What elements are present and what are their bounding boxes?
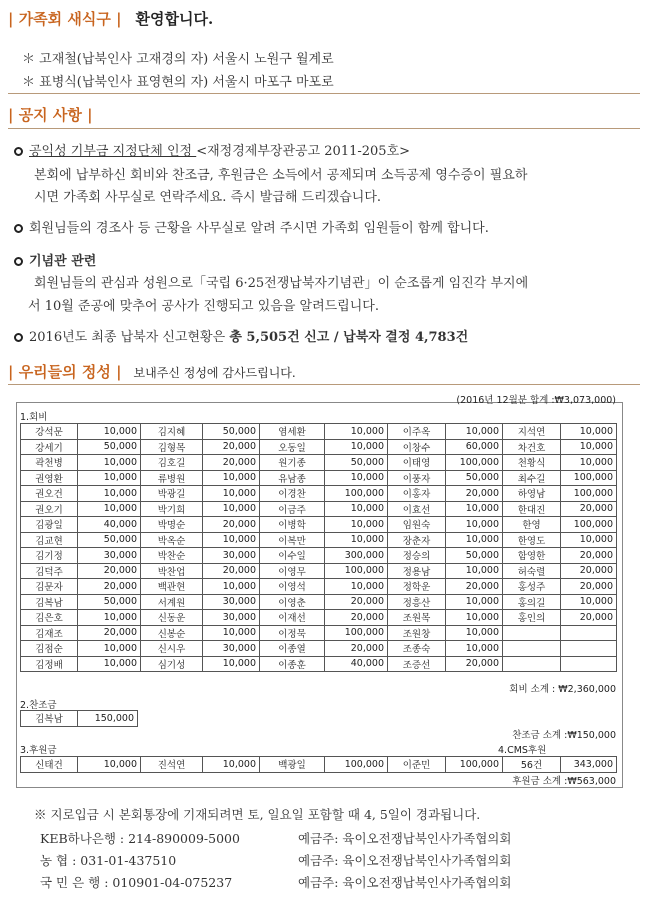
donor-name: 심기성 [141,656,203,672]
donation-amount [561,656,617,672]
donor-name: 김형목 [141,439,203,455]
donation-amount: 40,000 [325,656,388,672]
donation-amount: 10,000 [446,517,503,533]
notice-title: 공지 사항 [18,106,82,124]
donor-name: 백관현 [141,579,203,595]
notice-item-4-count: 총 5,505건 신고 / 납북자 결정 4,783건 [229,330,469,345]
donor-name: 신동운 [141,610,203,626]
donation-amount: 20,000 [203,517,260,533]
donor-name: 원기종 [260,455,325,471]
donation-amount: 20,000 [561,579,617,595]
donations-title: 우리들의 정성 [18,363,111,381]
donation-amount: 10,000 [446,610,503,626]
donor-name: 56건 [503,757,561,773]
donor-name: 이홍자 [388,486,446,502]
donor-name: 김광일 [21,517,78,533]
donor-name: 이병학 [260,517,325,533]
donor-name: 신봉순 [141,625,203,641]
donation-amount: 20,000 [446,486,503,502]
table-row [21,625,617,641]
donor-name [503,656,561,672]
table-row [21,610,617,626]
donation-amount: 10,000 [78,470,141,486]
donor-name: 이재선 [260,610,325,626]
donor-name: 정용남 [388,563,446,579]
notice-section-title [8,104,93,125]
donation-amount: 20,000 [561,610,617,626]
table-row [21,486,617,502]
donation-amount: 10,000 [203,757,260,773]
donation-amount: 10,000 [561,455,617,471]
sponsorship-subtotal: 찬조금 소계 :₩150,000 [512,730,616,741]
donation-amount: 50,000 [446,548,503,564]
divider [8,384,640,385]
account-1-holder: 예금주: 육이오전쟁납북인사가족협의회 [298,831,512,846]
donation-amount: 20,000 [203,455,260,471]
donor-name: 박찬순 [141,548,203,564]
donor-name: 장춘자 [388,532,446,548]
donor-name: 이종훈 [260,656,325,672]
donor-name: 정승의 [388,548,446,564]
table-row [21,563,617,579]
donor-name: 이창수 [388,439,446,455]
donor-name: 박옥순 [141,532,203,548]
donor-name: 김복남 [21,594,78,610]
donor-name: 천황식 [503,455,561,471]
membership-label: 1.회비 [20,412,48,423]
donor-name: 이효선 [388,501,446,517]
donation-amount: 100,000 [561,470,617,486]
donor-name: 박기희 [141,501,203,517]
section-bar-icon: | [8,10,19,28]
donor-name: 박찬업 [141,563,203,579]
section-bar-icon: | [81,106,93,124]
table-row [21,439,617,455]
donor-name: 임원숙 [388,517,446,533]
donation-amount: 20,000 [561,548,617,564]
donation-amount: 50,000 [446,470,503,486]
donation-amount: 50,000 [203,424,260,440]
welcome-section-title [8,8,213,29]
donation-amount: 10,000 [203,470,260,486]
donor-name: 이태영 [388,455,446,471]
donation-amount: 10,000 [446,641,503,657]
donor-name: 김덕주 [21,563,78,579]
donation-amount: 40,000 [78,517,141,533]
donation-amount: 100,000 [325,563,388,579]
donation-amount: 343,000 [561,757,617,773]
sponsor-name: 김복남 [21,711,78,727]
donation-amount: 10,000 [446,594,503,610]
donor-name: 이복만 [260,532,325,548]
donation-amount: 10,000 [446,501,503,517]
notice-item-2 [14,217,489,236]
donation-amount: 100,000 [561,486,617,502]
donation-amount: 10,000 [78,757,141,773]
donations-subtitle: 보내주신 정성에 감사드립니다. [133,366,296,380]
donor-name: 백광일 [260,757,325,773]
donation-amount: 20,000 [561,563,617,579]
donor-name: 김은호 [21,610,78,626]
donation-amount: 30,000 [78,548,141,564]
donation-amount [561,641,617,657]
donation-amount: 50,000 [78,532,141,548]
support-table [20,756,617,773]
donation-amount: 100,000 [325,757,388,773]
donation-amount: 10,000 [325,501,388,517]
donor-name: 이영무 [260,563,325,579]
donor-name: 오동일 [260,439,325,455]
donation-amount: 10,000 [78,641,141,657]
donor-name: 김지혜 [141,424,203,440]
donation-amount: 10,000 [78,455,141,471]
new-member-2: ＊ 표병식(납북인사 표영현의 자) 서울시 마포구 마포로 [22,75,334,90]
donor-name: 최수길 [503,470,561,486]
notice-item-4 [14,326,468,345]
donor-name: 김정배 [21,656,78,672]
donation-amount: 10,000 [78,424,141,440]
donation-amount: 100,000 [561,517,617,533]
donation-amount: 20,000 [78,579,141,595]
divider [8,93,640,94]
donor-name: 김재조 [21,625,78,641]
donation-amount: 10,000 [78,656,141,672]
divider [8,128,640,129]
table-row [21,532,617,548]
table-row [21,757,617,773]
donor-name: 이영춘 [260,594,325,610]
donation-amount: 20,000 [203,563,260,579]
donation-amount: 10,000 [325,532,388,548]
donation-amount: 10,000 [203,532,260,548]
donor-name: 홍성주 [503,579,561,595]
account-2-bank: 농 협 : 031-01-437510 [40,853,177,868]
donation-amount: 10,000 [325,517,388,533]
donor-name: 이풍자 [388,470,446,486]
table-row [21,656,617,672]
donation-amount: 20,000 [325,594,388,610]
notice-item-3-body-1: 회원님들의 관심과 성원으로「국립 6·25전쟁납북자기념관」이 순조롭게 임진각 부지에 [34,276,529,291]
donor-name: 홍의길 [503,594,561,610]
donation-amount: 10,000 [203,656,260,672]
donation-amount: 10,000 [203,625,260,641]
donation-amount: 50,000 [325,455,388,471]
donor-name: 서계원 [141,594,203,610]
circle-bullet-icon [14,224,23,233]
donation-amount: 10,000 [325,579,388,595]
donation-amount: 20,000 [203,439,260,455]
donation-amount: 100,000 [446,757,503,773]
notice-item-1-body-1: 본회에 납부하신 회비와 찬조금, 후원금은 소득에서 공제되며 소득공제 영수증이 필요하 [34,168,528,183]
donor-name: 류병원 [141,470,203,486]
notice-item-1-ref: <재정경제부장관공고 2011-205호> [196,144,411,159]
donor-name: 이영석 [260,579,325,595]
notice-item-1-body-2: 시면 가족회 사무실로 연락주세요. 즉시 발급해 드리겠습니다. [34,190,382,205]
donor-name: 권영환 [21,470,78,486]
membership-table [20,423,617,672]
donor-name: 이수일 [260,548,325,564]
membership-subtotal: 회비 소계 : ₩2,360,000 [509,684,616,695]
donor-name: 조원목 [388,610,446,626]
donation-amount: 20,000 [561,501,617,517]
donor-name: 이경찬 [260,486,325,502]
donation-amount: 10,000 [561,439,617,455]
support-label: 3.후원금 [20,745,57,756]
notice-item-2-text: 회원님들의 경조사 등 근황을 사무실로 알려 주시면 가족회 임원들이 함께 합니다. [29,221,489,236]
sponsorship-table [20,710,138,727]
donation-amount: 10,000 [446,563,503,579]
donation-amount: 20,000 [325,641,388,657]
donor-name: 한영도 [503,532,561,548]
donor-name: 신시우 [141,641,203,657]
donation-amount: 20,000 [446,579,503,595]
donor-name: 염세환 [260,424,325,440]
table-row [21,548,617,564]
table-row [21,424,617,440]
giro-note: ※ 지로입금 시 본회통장에 기재되려면 토, 일요일 포함할 때 4, 5일이 경과됩니다. [34,807,481,822]
donor-name: 김교현 [21,532,78,548]
circle-bullet-icon [14,147,23,156]
donation-amount: 10,000 [325,470,388,486]
donation-amount: 10,000 [446,532,503,548]
donation-amount: 10,000 [325,439,388,455]
donations-section-title [8,361,296,382]
account-2-holder: 예금주: 육이오전쟁납북인사가족협의회 [298,853,512,868]
donation-total: (2016년 12월분 합계 :₩3,073,000) [456,395,616,406]
notice-item-3-body-2: 서 10월 준공에 맞추어 공사가 진행되고 있음을 알려드립니다. [28,299,379,314]
section-bar-icon: | [8,363,19,381]
donation-amount: 10,000 [446,625,503,641]
donation-amount: 30,000 [203,641,260,657]
notice-item-1-text: 공익성 기부금 지정단체 인정 [29,144,197,159]
donation-amount: 20,000 [325,610,388,626]
circle-bullet-icon [14,257,23,266]
account-1-bank: KEB하나은행 : 214-890009-5000 [40,831,240,846]
table-row [21,470,617,486]
donation-amount: 60,000 [446,439,503,455]
notice-item-4-text: 2016년도 최종 납북자 신고현황은 [29,330,230,345]
donor-name: 홍인의 [503,610,561,626]
donor-name: 한영 [503,517,561,533]
donor-name: 신태건 [21,757,78,773]
table-row [21,641,617,657]
donor-name: 박광길 [141,486,203,502]
section-bar-icon: | [110,10,122,28]
notice-item-3-text: 기념관 관련 [29,254,97,269]
donation-amount: 100,000 [446,455,503,471]
donation-amount: 10,000 [78,501,141,517]
donor-name: 이정묵 [260,625,325,641]
donor-name: 유남종 [260,470,325,486]
circle-bullet-icon [14,333,23,342]
donor-name: 정학운 [388,579,446,595]
table-row [21,517,617,533]
account-3-holder: 예금주: 육이오전쟁납북인사가족협의회 [298,875,512,890]
donation-amount: 10,000 [203,501,260,517]
donor-name: 권오건 [21,486,78,502]
donor-name: 조증선 [388,656,446,672]
donor-name: 강석문 [21,424,78,440]
sponsorship-label: 2.찬조금 [20,700,57,711]
donor-name: 이종열 [260,641,325,657]
donor-name: 곽천병 [21,455,78,471]
donor-name: 김기정 [21,548,78,564]
donor-name [503,625,561,641]
donor-name: 이금주 [260,501,325,517]
donation-amount: 30,000 [203,548,260,564]
donation-amount: 10,000 [446,424,503,440]
donor-name: 함영한 [503,548,561,564]
account-3-bank: 국 민 은 행 : 010901-04-075237 [40,875,233,890]
table-row [21,501,617,517]
donor-name: 김호길 [141,455,203,471]
donation-amount: 30,000 [203,610,260,626]
cms-label: 4.CMS후원 [498,745,547,756]
welcome-title: 가족회 새식구 [18,10,111,28]
donation-amount: 100,000 [325,625,388,641]
welcome-greeting: 환영합니다. [135,10,214,28]
donor-name: 권오기 [21,501,78,517]
donation-amount: 10,000 [561,532,617,548]
donation-amount: 10,000 [561,594,617,610]
donor-name: 차건호 [503,439,561,455]
donation-amount: 10,000 [203,579,260,595]
donor-name [503,641,561,657]
notice-item-3-title [14,250,96,269]
donation-amount: 10,000 [78,610,141,626]
donation-amount: 20,000 [446,656,503,672]
donor-name: 강세기 [21,439,78,455]
donor-name: 허숙렬 [503,563,561,579]
donor-name: 김점순 [21,641,78,657]
donation-amount: 300,000 [325,548,388,564]
notice-item-1-title [14,140,410,159]
table-row [21,455,617,471]
new-member-1: ＊ 고재철(납북인사 고재경의 자) 서울시 노원구 월계로 [22,52,334,67]
donation-amount: 50,000 [78,594,141,610]
donation-amount [561,625,617,641]
table-row [21,711,138,727]
table-row [21,594,617,610]
donor-name: 한대진 [503,501,561,517]
donor-name: 김문자 [21,579,78,595]
section-bar-icon: | [110,363,122,381]
section-bar-icon: | [8,106,19,124]
donation-amount: 10,000 [78,486,141,502]
donor-name: 조종숙 [388,641,446,657]
donor-name: 박명순 [141,517,203,533]
donation-amount: 10,000 [325,424,388,440]
support-subtotal: 후원금 소계 :₩563,000 [512,776,616,787]
donor-name: 정흥산 [388,594,446,610]
donation-amount: 10,000 [203,486,260,502]
table-row [21,579,617,595]
donation-amount: 100,000 [325,486,388,502]
donor-name: 이주옥 [388,424,446,440]
donation-amount: 10,000 [561,424,617,440]
donor-name: 조원창 [388,625,446,641]
sponsor-amount: 150,000 [78,711,138,727]
donor-name: 이준민 [388,757,446,773]
donation-amount: 20,000 [78,563,141,579]
donation-amount: 50,000 [78,439,141,455]
donor-name: 하영남 [503,486,561,502]
donor-name: 지석연 [503,424,561,440]
donation-amount: 20,000 [78,625,141,641]
donor-name: 진석연 [141,757,203,773]
donation-amount: 30,000 [203,594,260,610]
